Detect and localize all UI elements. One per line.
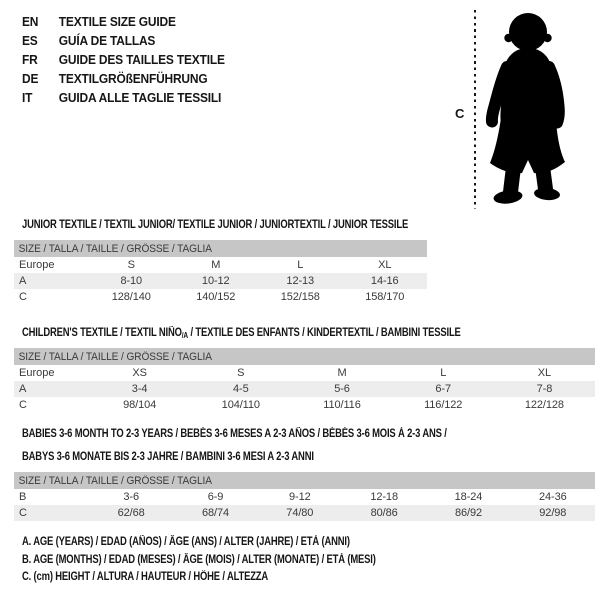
table-cell: XL	[537, 367, 552, 379]
language-code: DE	[22, 71, 39, 86]
table-row	[14, 365, 595, 381]
table-cell: 6-7	[435, 383, 452, 395]
row-label: C	[19, 399, 27, 411]
language-row	[22, 50, 225, 69]
table-row	[14, 289, 427, 305]
row-label: Europe	[19, 367, 55, 379]
table-title: CHILDREN'S TEXTILE / TEXTIL NIÑO/A / TEXTILE DES ENFANTS / KINDERTEXTIL / BAMBINI TESSILE	[22, 327, 461, 340]
height-dotted-line	[474, 10, 476, 209]
table-cell: 80/86	[370, 507, 398, 519]
table-cell: 14-16	[370, 275, 399, 287]
table-cell: 18-24	[454, 491, 483, 503]
legend-line: A. AGE (YEARS) / EDAD (AÑOS) / ÂGE (ANS) / ALTER (JAHRE) / ETÀ (ANNI)	[22, 536, 350, 548]
table-cell: 122/128	[524, 399, 564, 411]
language-code: IT	[22, 90, 33, 105]
table-cell: M	[211, 259, 221, 271]
language-guide	[22, 12, 242, 107]
table-cell: 24-36	[538, 491, 567, 503]
table-cell: 9-12	[289, 491, 311, 503]
language-title: GUIDE DES TAILLES TEXTILE	[58, 52, 225, 67]
table-cell: XS	[132, 367, 147, 379]
language-row	[22, 31, 225, 50]
language-code: FR	[22, 52, 38, 67]
table-cell: 62/68	[117, 507, 145, 519]
table-title: BABIES 3-6 MONTH TO 2-3 YEARS / BEBÉS 3-6 MESES A 2-3 AÑOS / BÉBÉS 3-6 MOIS À 2-3 ANS /	[22, 428, 447, 440]
table-cell: M	[337, 367, 347, 379]
language-title: GUÍA DE TALLAS	[58, 33, 156, 48]
table-cell: 3-6	[123, 491, 139, 503]
size-header-bar	[14, 472, 595, 489]
table-title: BABYS 3-6 MONATE BIS 2-3 JAHRE / BAMBINI 3-6 MESI A 2-3 ANNI	[22, 451, 314, 463]
table-title: JUNIOR TEXTILE / TEXTIL JUNIOR/ TEXTILE JUNIOR / JUNIORTEXTIL / JUNIOR TESSILE	[22, 219, 409, 231]
size-table-junior	[14, 217, 427, 305]
row-label: A	[19, 275, 27, 287]
row-label: C	[19, 507, 27, 519]
table-cell: 4-5	[233, 383, 249, 395]
table-cell: 7-8	[536, 383, 553, 395]
language-row	[22, 88, 225, 107]
row-label: B	[19, 491, 27, 503]
subscript-text: /A	[181, 331, 188, 340]
table-cell: 12-13	[286, 275, 315, 287]
table-row	[14, 489, 595, 505]
language-code: EN	[22, 14, 39, 29]
legend-line: C. (cm) HEIGHT / ALTURA / HAUTEUR / HÖHE / ALTEZZA	[22, 571, 269, 583]
table-cell: 12-18	[370, 491, 398, 503]
table-cell: 92/98	[539, 507, 567, 519]
language-title: TEXTILGRÖßENFÜHRUNG	[58, 71, 208, 86]
legend-line: B. AGE (MONTHS) / EDAD (MESES) / ÂGE (MOIS) / ALTER (MONATE) / ETÀ (MESI)	[22, 553, 376, 566]
table-row	[14, 257, 427, 273]
height-marker-label: C	[455, 106, 465, 121]
table-cell: 158/170	[365, 291, 405, 303]
table-cell: 116/122	[424, 399, 463, 411]
table-cell: 68/74	[201, 507, 229, 519]
table-cell: 140/152	[196, 291, 236, 303]
legend	[22, 534, 453, 587]
table-cell: 74/80	[286, 507, 314, 519]
table-cell: S	[127, 259, 135, 271]
size-header-label: SIZE / TALLA / TAILLE / GRÖSSE / TAGLIA	[18, 350, 212, 363]
table-cell: 110/116	[323, 399, 361, 411]
size-header-bar	[14, 348, 595, 365]
table-cell: 10-12	[201, 275, 230, 287]
row-label: Europe	[19, 259, 55, 271]
toddler-silhouette	[484, 11, 572, 205]
table-cell: 86/92	[454, 507, 482, 519]
language-title: GUIDA ALLE TAGLIE TESSILI	[58, 90, 222, 105]
language-code: ES	[22, 33, 38, 48]
table-cell: L	[297, 259, 304, 271]
row-label: C	[19, 291, 27, 303]
language-row	[22, 69, 225, 88]
size-table-babies	[14, 426, 595, 521]
size-table-children	[14, 325, 595, 413]
language-row	[22, 12, 225, 31]
size-header-bar	[14, 240, 427, 257]
table-cell: 104/110	[221, 399, 260, 411]
table-cell: 128/140	[111, 291, 151, 303]
table-cell: XL	[378, 259, 392, 271]
size-header-label: SIZE / TALLA / TAILLE / GRÖSSE / TAGLIA	[18, 474, 212, 487]
table-cell: L	[440, 367, 447, 379]
table-cell: S	[237, 367, 245, 379]
table-cell: 3-4	[131, 383, 148, 395]
table-cell: 8-10	[120, 275, 143, 287]
table-cell: 6-9	[207, 491, 224, 503]
size-header-label: SIZE / TALLA / TAILLE / GRÖSSE / TAGLIA	[18, 242, 212, 255]
row-label: A	[19, 383, 27, 395]
table-cell: 98/104	[123, 399, 157, 411]
table-row	[14, 505, 595, 521]
table-row	[14, 273, 427, 289]
table-row	[14, 397, 595, 413]
table-cell: 5-6	[334, 383, 350, 395]
table-cell: 152/158	[280, 291, 320, 303]
language-title: TEXTILE SIZE GUIDE	[58, 14, 176, 29]
table-row	[14, 381, 595, 397]
